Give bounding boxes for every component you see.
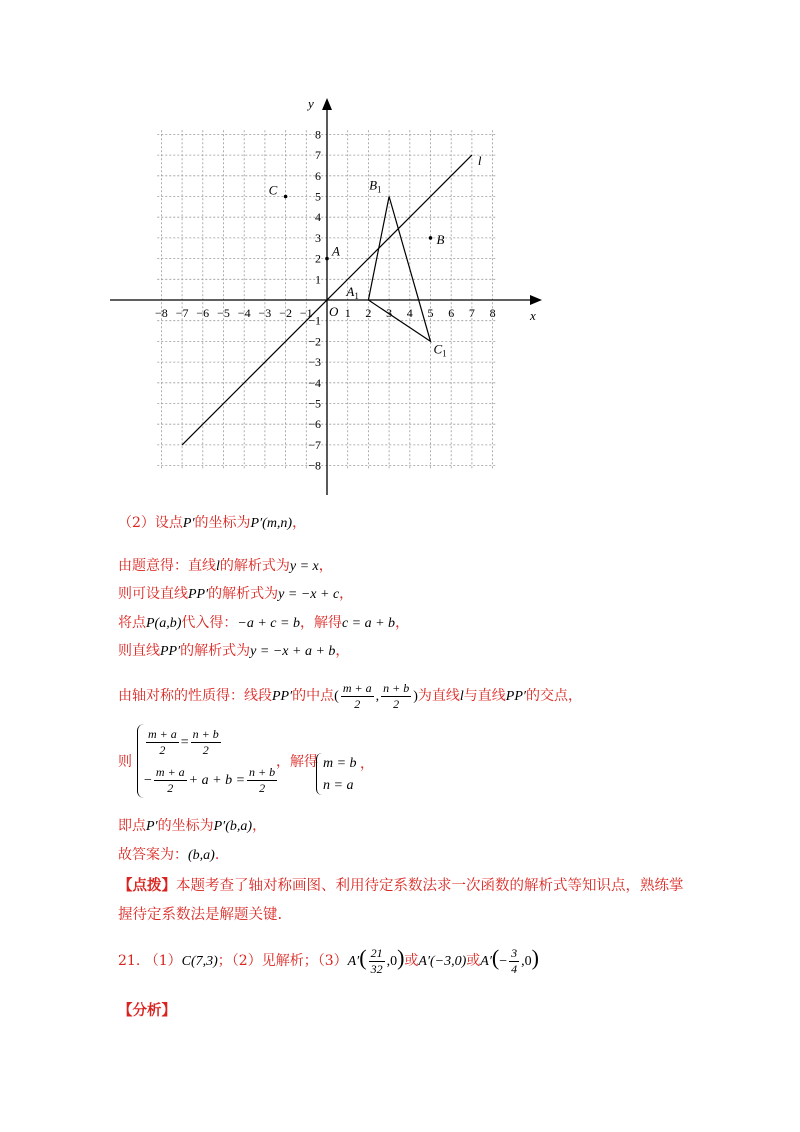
y-tick-label: −3 bbox=[308, 355, 321, 370]
x-tick-label: 2 bbox=[365, 306, 372, 320]
y-tick-label: −1 bbox=[308, 313, 321, 328]
x-tick-label: 7 bbox=[468, 306, 475, 320]
point-c1-subscript: 1 bbox=[442, 348, 447, 359]
x-tick-label: 5 bbox=[427, 306, 434, 320]
y-tick-label: 4 bbox=[315, 210, 321, 225]
y-tick-label: 8 bbox=[315, 127, 321, 142]
solution-line-5: 则直线PP′的解析式为y = −x + a + b， bbox=[118, 643, 350, 659]
x-tick-label: 6 bbox=[448, 306, 455, 320]
solution-comma: ， bbox=[360, 756, 374, 772]
x-tick-label: 3 bbox=[386, 306, 393, 320]
point-c1-label: $C_1$ bbox=[433, 341, 447, 359]
y-tick-label: −7 bbox=[308, 437, 321, 452]
question-21-answer: 21. （1）C(7,3)；（2）见解析；（3）A′( $\frac{21}{32}$ ,0)或A′(−3,0)或A′(− $\frac{3}{4}$ ,0) bbox=[118, 945, 539, 976]
point-a1-subscript: 1 bbox=[354, 291, 359, 301]
solution-line-9: 故答案为：(b,a). bbox=[118, 847, 220, 863]
solution-brace bbox=[316, 753, 322, 795]
system-equation-1: $\frac{m + a}{2}$ = $\frac{n + b}{2}$ bbox=[148, 726, 219, 757]
point-b1-subscript: 1 bbox=[377, 184, 382, 195]
midpoint-x-fraction: $\frac{m + a}{2}$ bbox=[342, 680, 372, 711]
y-tick-label: −4 bbox=[308, 375, 321, 390]
y-tick-label: 7 bbox=[315, 148, 321, 163]
y-tick-label: 2 bbox=[315, 251, 321, 266]
solution-m: m = b bbox=[323, 756, 357, 771]
y-tick-label: −5 bbox=[308, 396, 321, 411]
origin-label: O bbox=[329, 304, 339, 319]
solution-line-2: 由题意得：直线l的解析式为y = x， bbox=[118, 558, 333, 574]
y-tick-label: 1 bbox=[315, 272, 321, 287]
point-a1-label: $A_1$ bbox=[346, 284, 359, 301]
x-tick-label: −6 bbox=[196, 306, 210, 320]
y-tick-label: 5 bbox=[315, 189, 321, 204]
solution-line-1: （2）设点P′的坐标为P′(m,n)， bbox=[118, 515, 307, 531]
y-axis-label: y bbox=[308, 96, 314, 111]
coordinate-figure bbox=[110, 90, 570, 500]
solution-line-3: 则可设直线PP′的解析式为y = −x + c， bbox=[118, 586, 354, 602]
x-axis-arrow bbox=[530, 295, 542, 305]
solution-line-6: 由轴对称的性质得：线段PP′的中点( $\frac{m + a}{2}$ , $\frac{n + b}{2}$ )为直线l与直线PP′的交点， bbox=[118, 680, 582, 711]
x-tick-label: 8 bbox=[489, 306, 496, 320]
point-c-dot bbox=[284, 195, 288, 199]
x-tick-label: −5 bbox=[217, 306, 230, 320]
system-equation-2: − $\frac{m + a}{2}$ + a + b = $\frac{n + b}{2}$ bbox=[144, 764, 276, 795]
system-solve-label: ，解得 bbox=[276, 754, 318, 770]
x-tick-label: −2 bbox=[279, 306, 292, 320]
x-tick-label: 1 bbox=[344, 306, 351, 320]
point-b1-label: $B_1$ bbox=[369, 177, 382, 195]
solution-line-8: 即点P′的坐标为P′(b,a)， bbox=[118, 818, 267, 834]
tip-tag: 【点拨】 bbox=[118, 877, 176, 894]
midpoint-y-fraction: $\frac{n + b}{2}$ bbox=[383, 680, 410, 711]
system-brace bbox=[137, 724, 144, 798]
line-l-label: l bbox=[477, 153, 482, 169]
solution-n: n = a bbox=[323, 778, 354, 793]
point-c-label: C bbox=[268, 182, 278, 198]
x-tick-label: −1 bbox=[299, 306, 313, 320]
system-prefix: 则 bbox=[118, 754, 132, 770]
x-tick-label: −3 bbox=[258, 306, 272, 320]
x-tick-label: −7 bbox=[175, 306, 189, 320]
solution-line-4: 将点P(a,b)代入得：−a + c = b，解得c = a + b， bbox=[118, 615, 410, 631]
point-b-dot bbox=[429, 236, 433, 240]
x-tick-label: −4 bbox=[237, 306, 251, 320]
y-tick-label: 6 bbox=[315, 168, 321, 183]
y-tick-label: −6 bbox=[308, 417, 321, 432]
y-tick-label: −2 bbox=[308, 334, 321, 349]
tip-line-1: 【点拨】本题考查了轴对称画图、利用待定系数法求一次函数的解析式等知识点，熟练掌 bbox=[118, 877, 684, 894]
triangle-a1b1c1 bbox=[368, 197, 430, 342]
x-axis-label: x bbox=[530, 308, 536, 323]
point-a-label: A bbox=[332, 243, 340, 259]
x-tick-label: 4 bbox=[406, 306, 413, 320]
x-tick-label: −8 bbox=[155, 306, 168, 320]
analysis-tag: 【分析】 bbox=[118, 1002, 176, 1019]
point-a-dot bbox=[325, 257, 329, 261]
y-tick-label: 3 bbox=[315, 230, 321, 245]
y-tick-label: −8 bbox=[308, 458, 321, 473]
tip-line-2: 握待定系数法是解题关键. bbox=[118, 907, 283, 923]
point-b-label: B bbox=[436, 231, 445, 247]
y-axis-arrow bbox=[322, 98, 332, 110]
